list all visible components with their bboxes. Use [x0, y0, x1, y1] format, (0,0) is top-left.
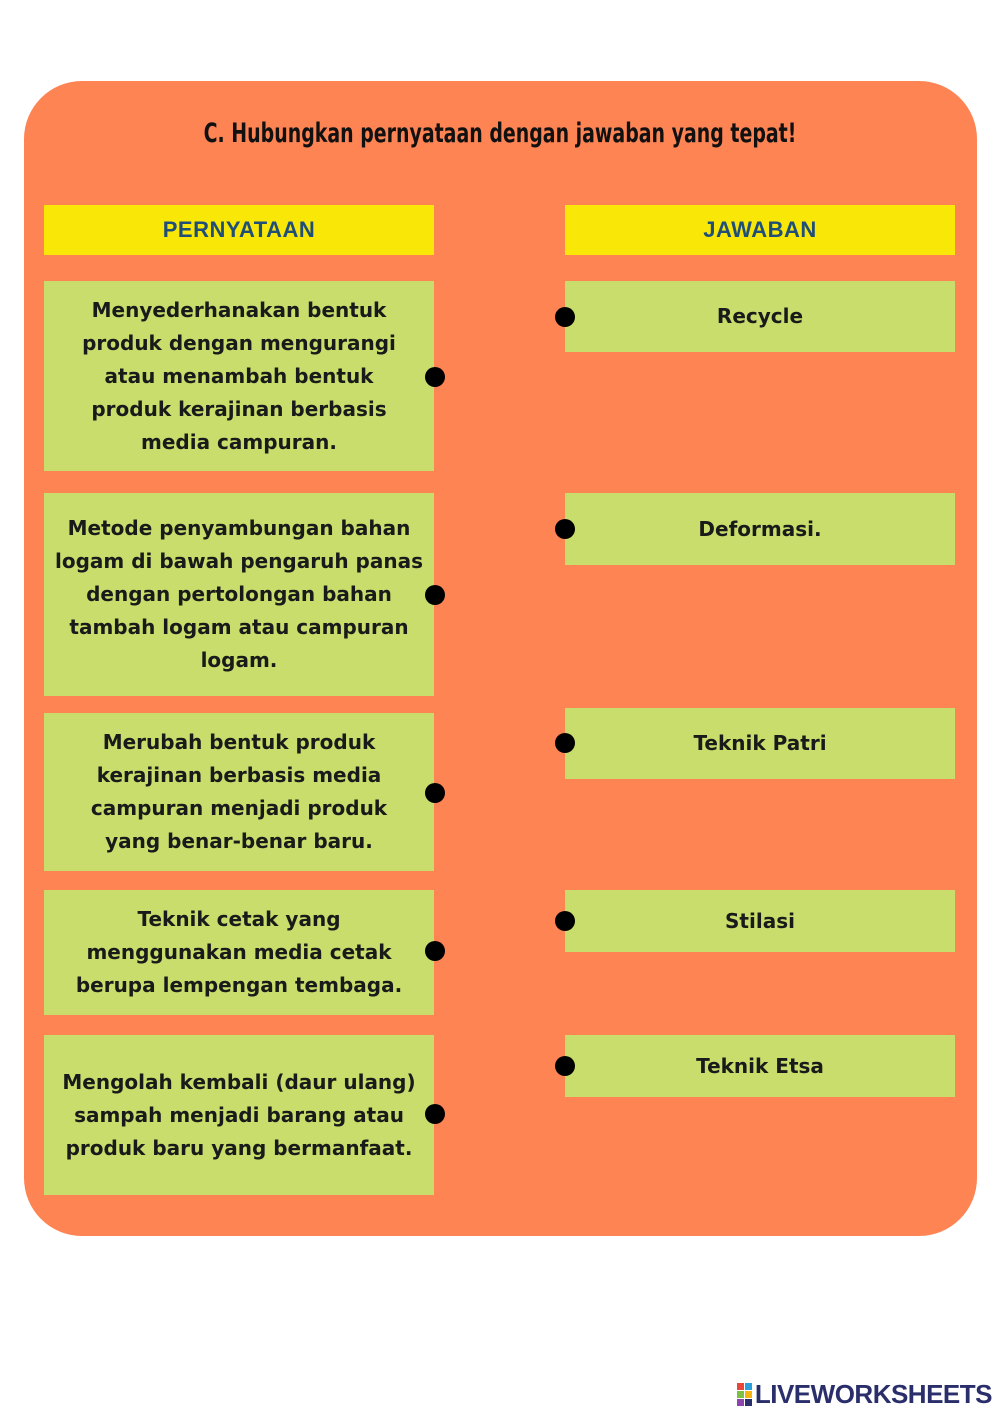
exercise-title: C. Hubungkan pernyataan dengan jawaban yang tepat! — [203, 118, 797, 149]
statement-connector-dot[interactable] — [425, 783, 445, 803]
answer-connector-dot[interactable] — [555, 733, 575, 753]
answer-box: Recycle — [565, 281, 955, 352]
statement-box: Metode penyambungan bahan logam di bawah pengaruh panas dengan pertolongan bahan tambah logam atau campuran logam. — [44, 493, 434, 696]
header-statements: PERNYATAAN — [44, 205, 434, 255]
answer-connector-dot[interactable] — [555, 911, 575, 931]
liveworksheets-brand: LIVEWORKSHEETS — [754, 1378, 992, 1409]
answer-connector-dot[interactable] — [555, 307, 575, 327]
answer-box: Deformasi. — [565, 493, 955, 565]
answer-connector-dot[interactable] — [555, 1056, 575, 1076]
statement-box: Teknik cetak yang menggunakan media cetak berupa lempengan tembaga. — [44, 890, 434, 1015]
statement-connector-dot[interactable] — [425, 1104, 445, 1124]
statement-box: Merubah bentuk produk kerajinan berbasis media campuran menjadi produk yang benar-benar baru. — [44, 713, 434, 871]
liveworksheets-logo-icon — [737, 1383, 752, 1406]
statement-connector-dot[interactable] — [425, 367, 445, 387]
statement-box: Menyederhanakan bentuk produk dengan mengurangi atau menambah bentuk produk kerajinan berbasis media campuran. — [44, 281, 434, 471]
answer-box: Teknik Patri — [565, 708, 955, 779]
statement-connector-dot[interactable] — [425, 941, 445, 961]
liveworksheets-logo — [737, 1380, 992, 1408]
answer-connector-dot[interactable] — [555, 519, 575, 539]
statement-box: Mengolah kembali (daur ulang) sampah menjadi barang atau produk baru yang bermanfaat. — [44, 1035, 434, 1195]
answer-box: Teknik Etsa — [565, 1035, 955, 1097]
statement-connector-dot[interactable] — [425, 585, 445, 605]
header-answers: JAWABAN — [565, 205, 955, 255]
answer-box: Stilasi — [565, 890, 955, 952]
